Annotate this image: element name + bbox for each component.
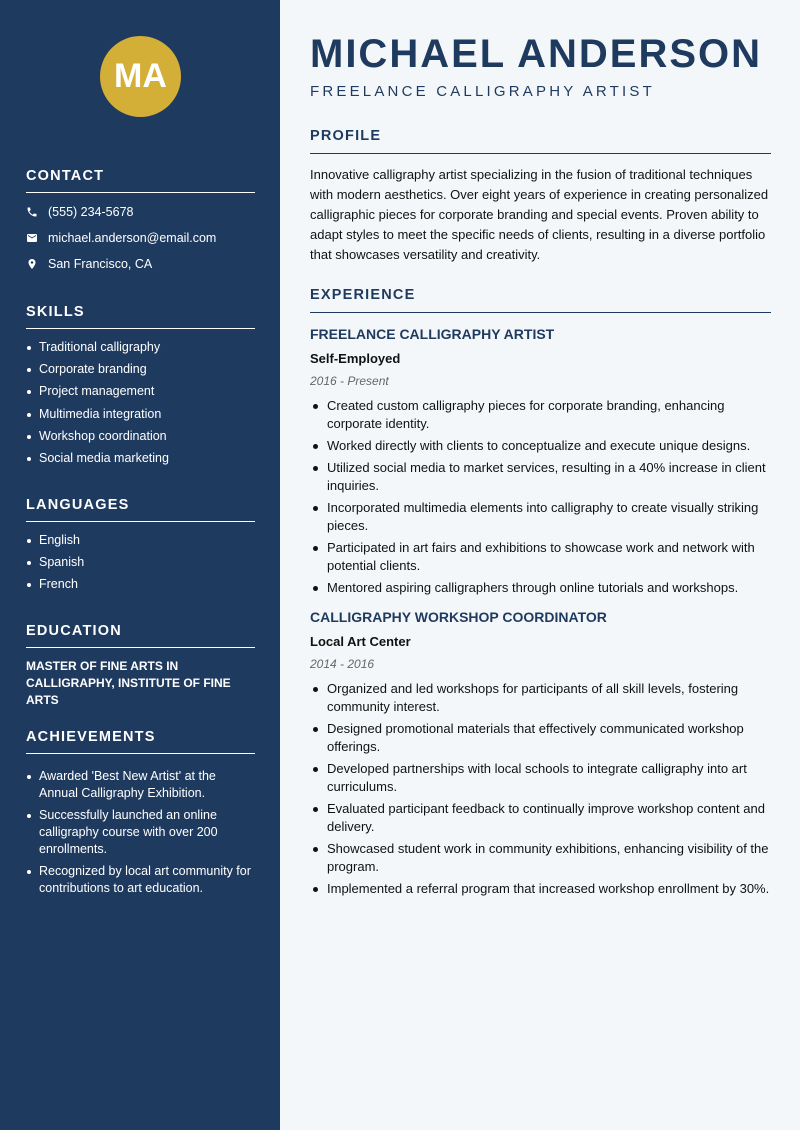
job-bullet: Participated in art fairs and exhibitions to showcase work and network with potential clients.: [310, 539, 771, 575]
job-title-subtitle: FREELANCE CALLIGRAPHY ARTIST: [310, 83, 655, 100]
contact-location: [26, 251, 255, 277]
skills-section: [26, 304, 255, 472]
job-bullet: Incorporated multimedia elements into calligraphy to create visually striking pieces.: [310, 499, 771, 535]
skill-item: Multimedia integration: [26, 406, 255, 423]
job-entry: [310, 609, 771, 898]
job-title: CALLIGRAPHY WORKSHOP COORDINATOR: [310, 609, 607, 625]
job-entry: [310, 326, 771, 597]
sidebar: [0, 0, 280, 1130]
experience-section: [310, 287, 771, 902]
email-text[interactable]: michael.anderson@email.com: [48, 231, 217, 245]
job-bullets: [310, 680, 771, 898]
skill-item: Corporate branding: [26, 361, 255, 378]
location-text: San Francisco, CA: [48, 257, 153, 271]
job-bullet: Created custom calligraphy pieces for corporate branding, enhancing corporate identity.: [310, 397, 771, 433]
avatar: [100, 36, 181, 117]
contact-heading: CONTACT: [26, 168, 255, 193]
education-section: [26, 623, 255, 709]
achievement-item: Recognized by local art community for contributions to art education.: [26, 863, 255, 897]
contact-phone: [26, 199, 255, 225]
languages-section: [26, 497, 255, 599]
achievements-list: [26, 768, 255, 897]
skill-item: Project management: [26, 383, 255, 400]
job-bullet: Mentored aspiring calligraphers through online tutorials and workshops.: [310, 579, 771, 597]
job-bullet: Organized and led workshops for participants of all skill levels, fostering community interest.: [310, 680, 771, 716]
skills-list: [26, 339, 255, 467]
skills-heading: SKILLS: [26, 304, 255, 329]
page-title: MICHAEL ANDERSON: [310, 32, 763, 76]
profile-section: [310, 128, 771, 265]
skill-item: Workshop coordination: [26, 428, 255, 445]
profile-text: Innovative calligraphy artist specializing in the fusion of traditional techniques with modern aesthetics. Over eight years of experience in creating personalized calligraphic pieces for corporate branding and special events. Proven ability to adapt styles to meet the specific needs of clients, resulting in a diverse portfolio that showcases versatility and creativity.: [310, 167, 769, 262]
email-icon: [26, 232, 38, 244]
job-title: FREELANCE CALLIGRAPHY ARTIST: [310, 326, 555, 342]
skill-item: Social media marketing: [26, 450, 255, 467]
language-item: Spanish: [26, 554, 255, 571]
job-dates: 2016 - Present: [310, 374, 389, 388]
language-item: English: [26, 532, 255, 549]
skill-item: Traditional calligraphy: [26, 339, 255, 356]
job-bullet: Worked directly with clients to conceptualize and execute unique designs.: [310, 437, 771, 455]
contact-email: [26, 225, 255, 251]
job-bullet: Designed promotional materials that effectively communicated workshop offerings.: [310, 720, 771, 756]
languages-list: [26, 532, 255, 593]
job-company: Local Art Center: [310, 634, 411, 649]
job-bullet: Showcased student work in community exhibitions, enhancing visibility of the program.: [310, 840, 771, 876]
job-bullet: Evaluated participant feedback to continually improve workshop content and delivery.: [310, 800, 771, 836]
achievement-item: Awarded 'Best New Artist' at the Annual Calligraphy Exhibition.: [26, 768, 255, 802]
achievement-item: Successfully launched an online calligraphy course with over 200 enrollments.: [26, 807, 255, 858]
job-bullet: Developed partnerships with local schools to integrate calligraphy into art curriculums.: [310, 760, 771, 796]
job-bullets: [310, 397, 771, 597]
phone-icon: [26, 206, 38, 218]
education-degree: MASTER OF FINE ARTS IN CALLIGRAPHY, INSTITUTE OF FINE ARTS: [26, 659, 231, 707]
profile-heading: PROFILE: [310, 128, 771, 154]
achievements-heading: ACHIEVEMENTS: [26, 729, 255, 754]
location-pin-icon: [26, 258, 38, 270]
avatar-initials: MA: [114, 57, 167, 95]
achievements-section: [26, 729, 255, 902]
contact-section: [26, 168, 255, 277]
phone-text[interactable]: (555) 234-5678: [48, 205, 134, 219]
job-company: Self-Employed: [310, 351, 401, 366]
job-bullet: Implemented a referral program that increased workshop enrollment by 30%.: [310, 880, 771, 898]
education-heading: EDUCATION: [26, 623, 255, 648]
language-item: French: [26, 576, 255, 593]
job-bullet: Utilized social media to market services, resulting in a 40% increase in client inquiries.: [310, 459, 771, 495]
job-dates: 2014 - 2016: [310, 657, 375, 671]
languages-heading: LANGUAGES: [26, 497, 255, 522]
experience-heading: EXPERIENCE: [310, 287, 771, 313]
